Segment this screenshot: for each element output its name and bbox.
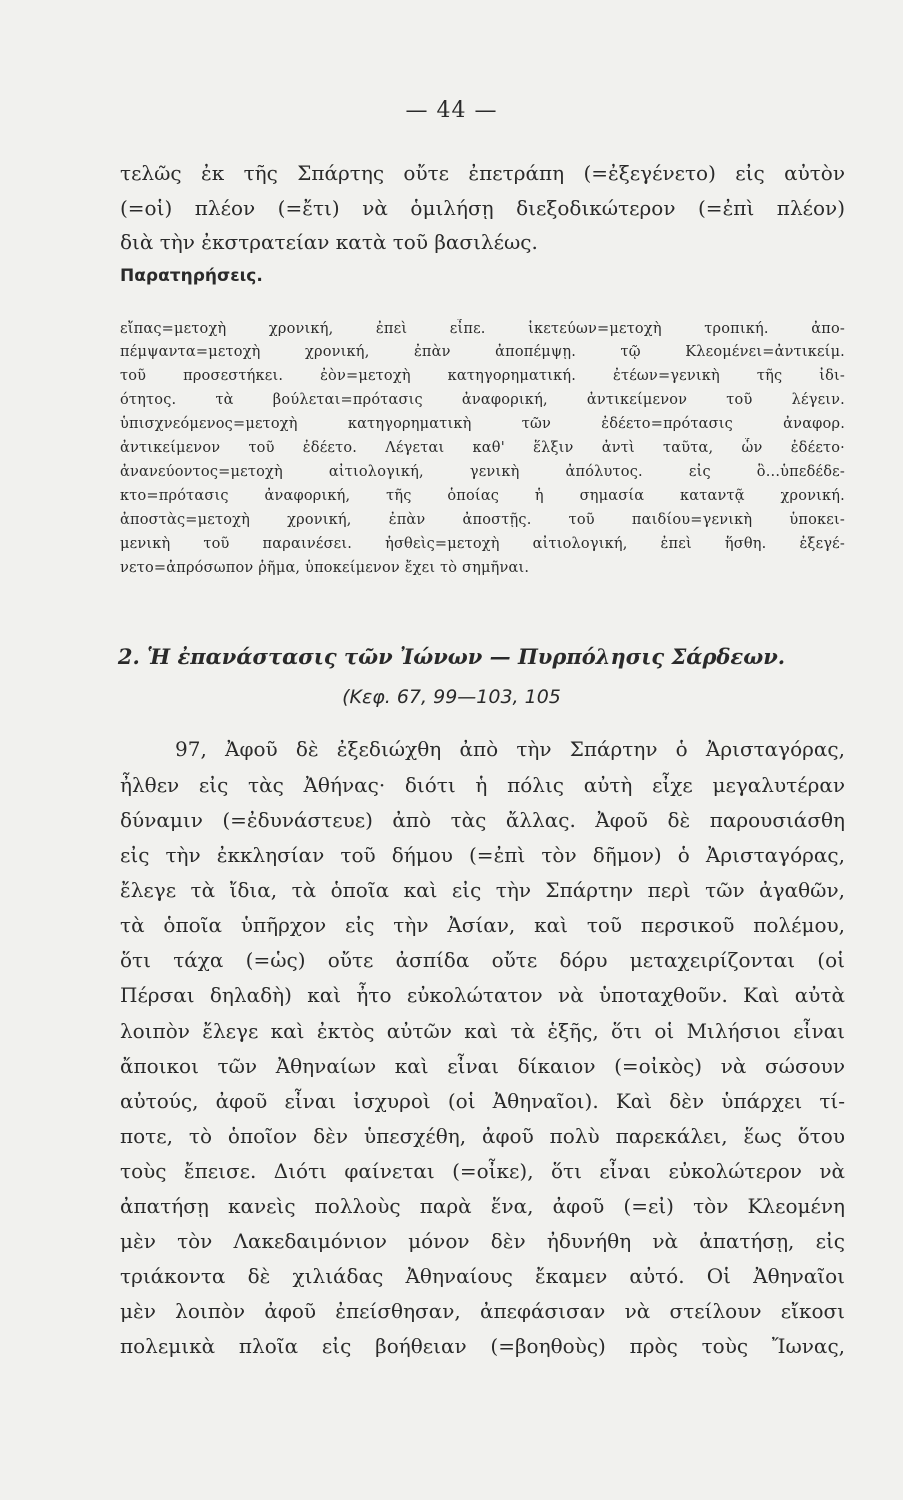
body-line: εἰς τὴν ἐκκλησίαν τοῦ δήμου (=ἐπὶ τὸν δῆμον) ὁ Ἀρισταγόρας,: [120, 843, 845, 867]
section-reference: (Κεφ. 67, 99—103, 105: [342, 686, 561, 708]
note-line: εἴπας=μετοχὴ χρονική, ἐπεὶ εἶπε. ἱκετεύων=μετοχὴ τροπική. ἀπο-: [120, 321, 845, 337]
note-line: νετο=ἀπρόσωπον ῥῆμα, ὑποκείμενον ἔχει τὸ σημῆναι.: [120, 560, 530, 576]
body-line: μὲν τὸν Λακεδαιμόνιον μόνον δὲν ἠδυνήθη νὰ ἀπατήσῃ, εἰς: [120, 1229, 845, 1253]
body-line: ἀπατήσῃ κανεὶς πολλοὺς παρὰ ἕνα, ἀφοῦ (=εἰ) τὸν Κλεομένη: [120, 1194, 845, 1218]
body-line: ἄποικοι τῶν Ἀθηναίων καὶ εἶναι δίκαιον (=οἰκὸς) νὰ σώσουν: [120, 1054, 845, 1078]
body-line: ἦλθεν εἰς τὰς Ἀθήνας· διότι ἡ πόλις αὐτὴ εἶχε μεγαλυτέραν: [120, 773, 845, 797]
page-number: — 44 —: [405, 98, 498, 123]
body-line: τριάκοντα δὲ χιλιάδας Ἀθηναίους ἔκαμεν αὐτό. Οἱ Ἀθηναῖοι: [120, 1264, 845, 1288]
body-line: δύναμιν (=ἐδυνάστευε) ἀπὸ τὰς ἄλλας. Ἀφοῦ δὲ παρουσιάσθη: [120, 808, 845, 832]
section-title: 2. Ἡ ἐπανάστασις τῶν Ἰώνων — Πυρπόλησις Σάρδεων.: [117, 644, 786, 669]
body-line: ποτε, τὸ ὁποῖον δὲν ὑπεσχέθη, ἀφοῦ πολὺ παρεκάλει, ἕως ὅτου: [120, 1124, 845, 1148]
body-line: 97, Ἀφοῦ δὲ ἐξεδιώχθη ἀπὸ τὴν Σπάρτην ὁ Ἀρισταγόρας,: [175, 737, 845, 761]
body-line: αὐτούς, ἀφοῦ εἶναι ἰσχυροὶ (οἱ Ἀθηναῖοι). Καὶ δὲν ὑπάρχει τί-: [120, 1089, 845, 1113]
body-line: Πέρσαι δηλαδὴ) καὶ ἦτο εὐκολώτατον νὰ ὑποταχθοῦν. Καὶ αὐτὰ: [120, 983, 845, 1007]
body-line: πολεμικὰ πλοῖα εἰς βοήθειαν (=βοηθοὺς) πρὸς τοὺς Ἴωνας,: [120, 1334, 845, 1358]
body-line: ἔλεγε τὰ ἴδια, τὰ ὁποῖα καὶ εἰς τὴν Σπάρτην περὶ τῶν ἀγαθῶν,: [120, 878, 845, 902]
note-line: ὑπισχνεόμενος=μετοχὴ κατηγορηματικὴ τῶν ἐδέετο=πρότασις ἀναφορ.: [120, 416, 845, 432]
body-line: τὰ ὁποῖα ὑπῆρχον εἰς τὴν Ἀσίαν, καὶ τοῦ περσικοῦ πολέμου,: [120, 913, 845, 937]
body-line: λοιπὸν ἔλεγε καὶ ἐκτὸς αὐτῶν καὶ τὰ ἑξῆς, ὅτι οἱ Μιλήσιοι εἶναι: [120, 1019, 845, 1043]
intro-line: τελῶς ἐκ τῆς Σπάρτης οὔτε ἐπετράπη (=ἐξεγένετο) εἰς αὐτὸν: [120, 161, 845, 185]
body-line: τοὺς ἔπεισε. Διότι φαίνεται (=οἶκε), ὅτι εἶναι εὐκολώτερον νὰ: [120, 1159, 845, 1183]
body-line: μὲν λοιπὸν ἀφοῦ ἐπείσθησαν, ἀπεφάσισαν νὰ στείλουν εἴκοσι: [120, 1299, 845, 1323]
note-line: πέμψαντα=μετοχὴ χρονική, ἐπὰν ἀποπέμψῃ. τῷ Κλεομένει=ἀντικείμ.: [120, 344, 845, 360]
body-line: ὅτι τάχα (=ὡς) οὔτε ἀσπίδα οὔτε δόρυ μεταχειρίζονται (οἱ: [120, 948, 845, 972]
note-line: τοῦ προσεστήκει. ἐὸν=μετοχὴ κατηγορηματική. ἐτέων=γενικὴ τῆς ἰδι-: [120, 368, 845, 384]
notes-heading: Παρατηρήσεις.: [120, 266, 263, 286]
note-line: ἀνανεύοντος=μετοχὴ αἰτιολογική, γενικὴ ἀπόλυτος. εἰς ὃ...ὑπεδέδε-: [120, 464, 845, 480]
intro-line: διὰ τὴν ἐκστρατείαν κατὰ τοῦ βασιλέως.: [120, 230, 538, 254]
intro-line: (=οἱ) πλέον (=ἔτι) νὰ ὁμιλήσῃ διεξοδικώτερον (=ἐπὶ πλέον): [120, 196, 845, 220]
note-line: ότητος. τὰ βούλεται=πρότασις ἀναφορική, ἀντικείμενον τοῦ λέγειν.: [120, 392, 845, 408]
note-line: μενικὴ τοῦ παραινέσει. ἡσθεὶς=μετοχὴ αἰτιολογική, ἐπεὶ ἥσθη. ἐξεγέ-: [120, 536, 845, 552]
note-line: κτο=πρότασις ἀναφορική, τῆς ὁποίας ἡ σημασία καταντᾷ χρονική.: [120, 488, 845, 504]
note-line: ἀντικείμενον τοῦ ἐδέετο. Λέγεται καθ' ἕλξιν ἀντὶ ταῦτα, ὧν ἐδέετο·: [120, 440, 845, 456]
note-line: ἀποστὰς=μετοχὴ χρονική, ἐπὰν ἀποστῇς. τοῦ παιδίου=γενικὴ ὑποκει-: [120, 512, 845, 528]
